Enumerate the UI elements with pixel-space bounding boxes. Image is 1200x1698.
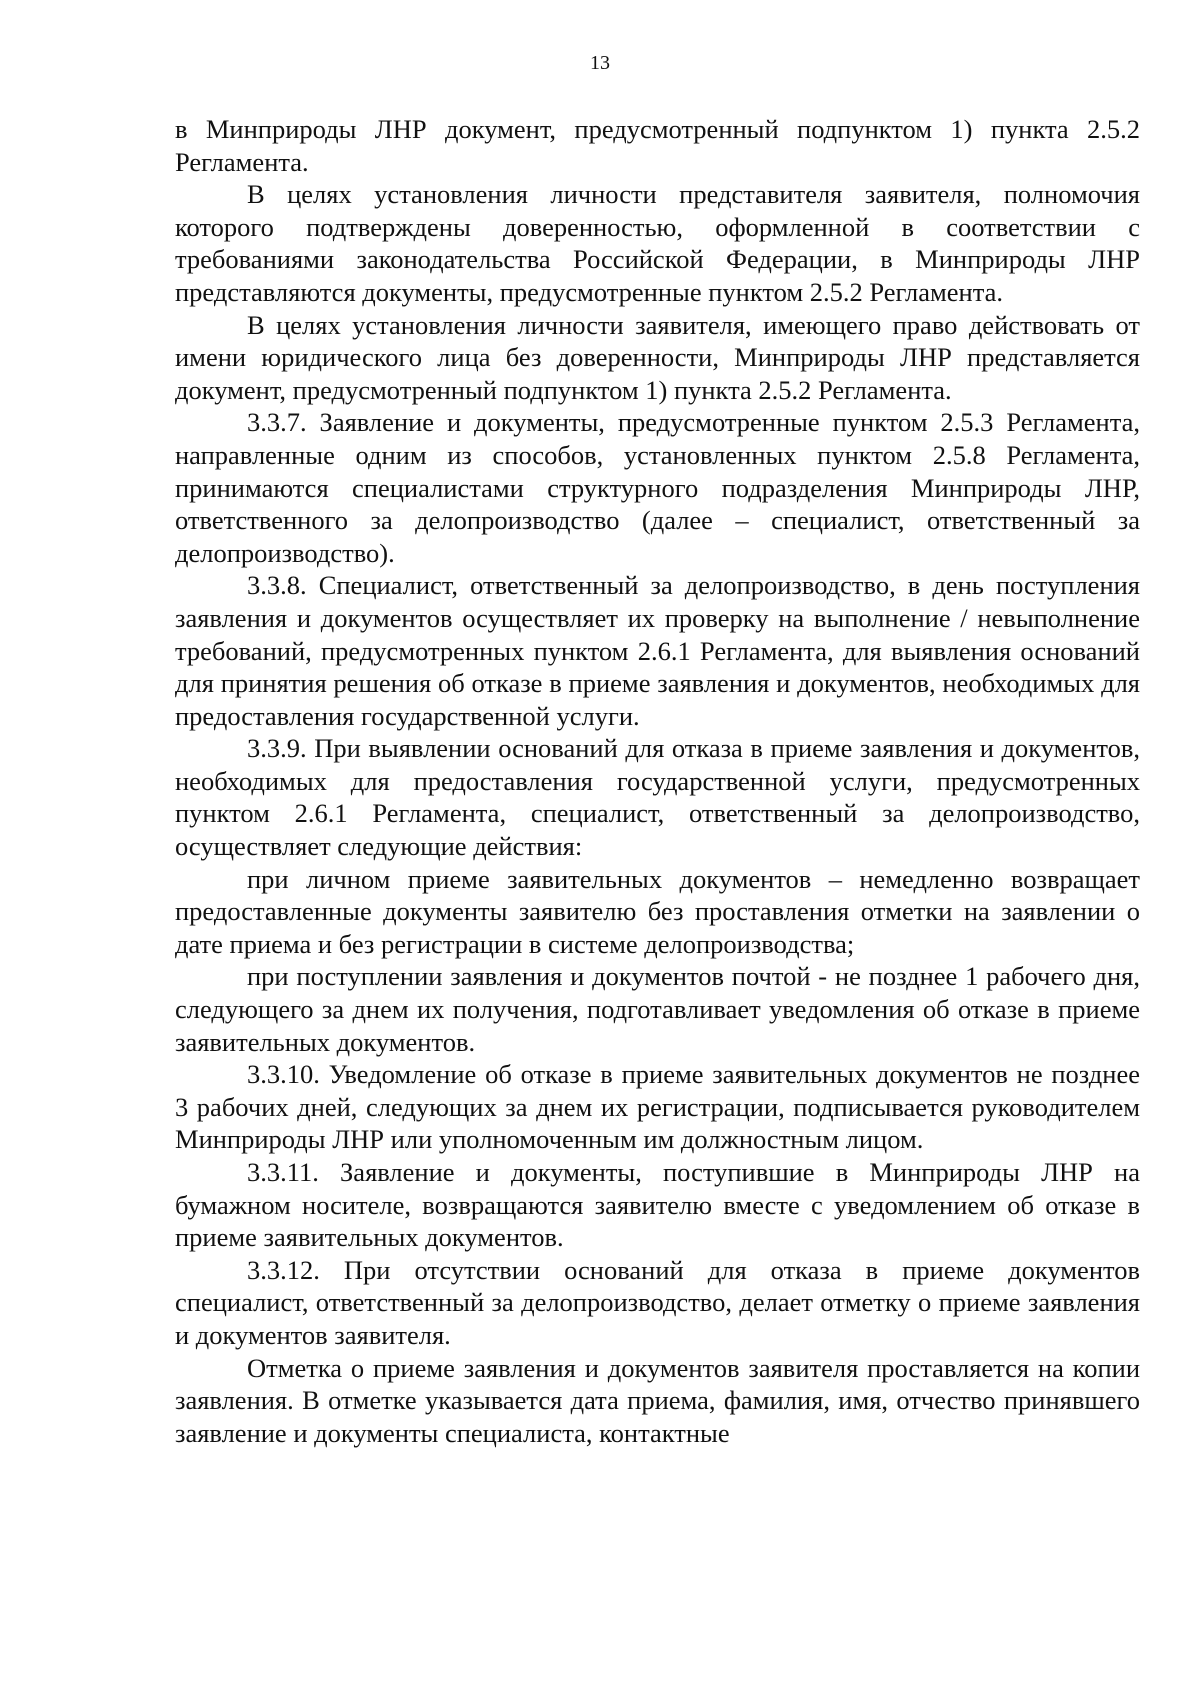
paragraph-3-3-11: 3.3.11. Заявление и документы, поступившие в Минприроды ЛНР на бумажном носителе, возвращаются заявителю вместе с уведомлением об отказе в приеме заявительных документов.: [175, 1157, 1140, 1253]
page-number: 13: [590, 52, 610, 74]
paragraph-3-3-12: 3.3.12. При отсутствии оснований для отказа в приеме документов специалист, ответственный за делопроизводство, делает отметку о приеме заявления и документов заявителя.: [175, 1254, 1140, 1350]
paragraph-personal-reception: при личном приеме заявительных документов – немедленно возвращает предоставленные документы заявителю без проставления отметки на заявлении о дате приема и без регистрации в системе делопроизводства;: [175, 863, 1140, 959]
paragraph-2: В целях установления личности представителя заявителя, полномочия которого подтверждены доверенностью, оформленной в соответствии с требованиями законодательства Российской Федерации, в Минприроды ЛНР представляются документы, предусмотренные пунктом 2.5.2 Регламента.: [175, 179, 1140, 307]
document-body: [175, 113, 1140, 1449]
paragraph-3-3-8: 3.3.8. Специалист, ответственный за делопроизводство, в день поступления заявления и документов осуществляет их проверку на выполнение / невыполнение требований, предусмотренных пунктом 2.6.1 Регламента, для выявления оснований для принятия решения об отказе в приеме заявления и документов, необходимых для предоставления государственной услуги.: [175, 570, 1140, 731]
paragraph-1: в Минприроды ЛНР документ, предусмотренный подпунктом 1) пункта 2.5.2 Регламента.: [175, 114, 1140, 177]
paragraph-3-3-10: 3.3.10. Уведомление об отказе в приеме заявительных документов не позднее 3 рабочих дней, следующих за днем их регистрации, подписывается руководителем Минприроды ЛНР или уполномоченным им должностным лицом.: [175, 1059, 1140, 1155]
paragraph-3: В целях установления личности заявителя, имеющего право действовать от имени юридического лица без доверенности, Минприроды ЛНР представляется документ, предусмотренный подпунктом 1) пункта 2.5.2 Регламента.: [175, 309, 1140, 405]
paragraph-3-3-9: 3.3.9. При выявлении оснований для отказа в приеме заявления и документов, необходимых для предоставления государственной услуги, предусмотренных пунктом 2.6.1 Регламента, специалист, ответственный за делопроизводство, осуществляет следующие действия:: [175, 733, 1140, 862]
paragraph-reception-mark: Отметка о приеме заявления и документов заявителя проставляется на копии заявления. В отметке указывается дата приема, фамилия, имя, отчество принявшего заявление и документы специалиста, контактные: [175, 1352, 1140, 1448]
paragraph-3-3-7: 3.3.7. Заявление и документы, предусмотренные пунктом 2.5.3 Регламента, направленные одним из способов, установленных пунктом 2.5.8 Регламента, принимаются специалистами структурного подразделения Минприроды ЛНР, ответственного за делопроизводство (далее – специалист, ответственный за делопроизводство).: [175, 407, 1140, 568]
paragraph-postal-receipt: при поступлении заявления и документов почтой - не позднее 1 рабочего дня, следующего за днем их получения, подготавливает уведомления об отказе в приеме заявительных документов.: [175, 961, 1140, 1057]
